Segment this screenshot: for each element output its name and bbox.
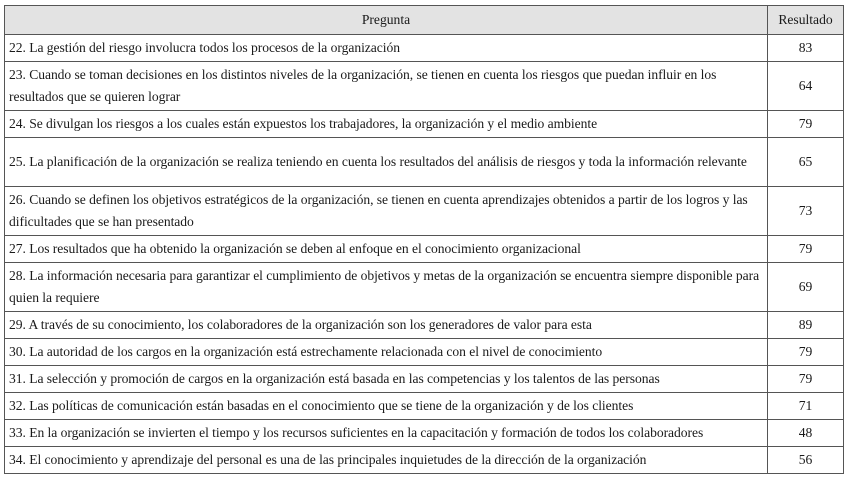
- table-row: [5, 420, 844, 447]
- result-cell: 79: [768, 111, 844, 138]
- survey-results-table: [4, 5, 844, 474]
- result-cell: 83: [768, 35, 844, 62]
- column-header-result: Resultado: [768, 6, 844, 35]
- table-row: [5, 35, 844, 62]
- question-cell: 26. Cuando se definen los objetivos estratégicos de la organización, se tienen en cuenta aprendizajes obtenidos a partir de los logros y las dificultades que se han presentado: [5, 187, 768, 236]
- result-cell: 71: [768, 393, 844, 420]
- result-cell: 48: [768, 420, 844, 447]
- table-row: [5, 263, 844, 312]
- question-cell: 30. La autoridad de los cargos en la organización está estrechamente relacionada con el nivel de conocimiento: [5, 339, 768, 366]
- question-cell: 23. Cuando se toman decisiones en los distintos niveles de la organización, se tienen en cuenta los riesgos que puedan influir en los resultados que se quieren lograr: [5, 62, 768, 111]
- question-cell: 31. La selección y promoción de cargos en la organización está basada en las competencias y los talentos de las personas: [5, 366, 768, 393]
- table-row: [5, 111, 844, 138]
- table-row: [5, 187, 844, 236]
- question-cell: 27. Los resultados que ha obtenido la organización se deben al enfoque en el conocimiento organizacional: [5, 236, 768, 263]
- question-cell: 22. La gestión del riesgo involucra todos los procesos de la organización: [5, 35, 768, 62]
- result-cell: 79: [768, 339, 844, 366]
- table-row: [5, 366, 844, 393]
- question-cell: 33. En la organización se invierten el tiempo y los recursos suficientes en la capacitación y formación de todos los colaboradores: [5, 420, 768, 447]
- question-cell: 25. La planificación de la organización se realiza teniendo en cuenta los resultados del análisis de riesgos y toda la información relevante: [5, 138, 768, 187]
- result-cell: 73: [768, 187, 844, 236]
- question-cell: 24. Se divulgan los riesgos a los cuales están expuestos los trabajadores, la organización y el medio ambiente: [5, 111, 768, 138]
- question-cell: 32. Las políticas de comunicación están basadas en el conocimiento que se tiene de la organización y de los clientes: [5, 393, 768, 420]
- result-cell: 69: [768, 263, 844, 312]
- table-row: [5, 312, 844, 339]
- result-cell: 79: [768, 236, 844, 263]
- table-row: [5, 339, 844, 366]
- survey-results-table-container: [4, 5, 843, 474]
- result-cell: 89: [768, 312, 844, 339]
- question-cell: 29. A través de su conocimiento, los colaboradores de la organización son los generadores de valor para esta: [5, 312, 768, 339]
- table-row: [5, 236, 844, 263]
- question-cell: 34. El conocimiento y aprendizaje del personal es una de las principales inquietudes de la dirección de la organización: [5, 447, 768, 474]
- result-cell: 64: [768, 62, 844, 111]
- column-header-question: Pregunta: [5, 6, 768, 35]
- result-cell: 56: [768, 447, 844, 474]
- table-row: [5, 62, 844, 111]
- result-cell: 79: [768, 366, 844, 393]
- result-cell: 65: [768, 138, 844, 187]
- table-row: [5, 447, 844, 474]
- question-cell: 28. La información necesaria para garantizar el cumplimiento de objetivos y metas de la organización se encuentra siempre disponible para quien la requiere: [5, 263, 768, 312]
- table-row: [5, 138, 844, 187]
- table-row: [5, 393, 844, 420]
- table-header-row: [5, 6, 844, 35]
